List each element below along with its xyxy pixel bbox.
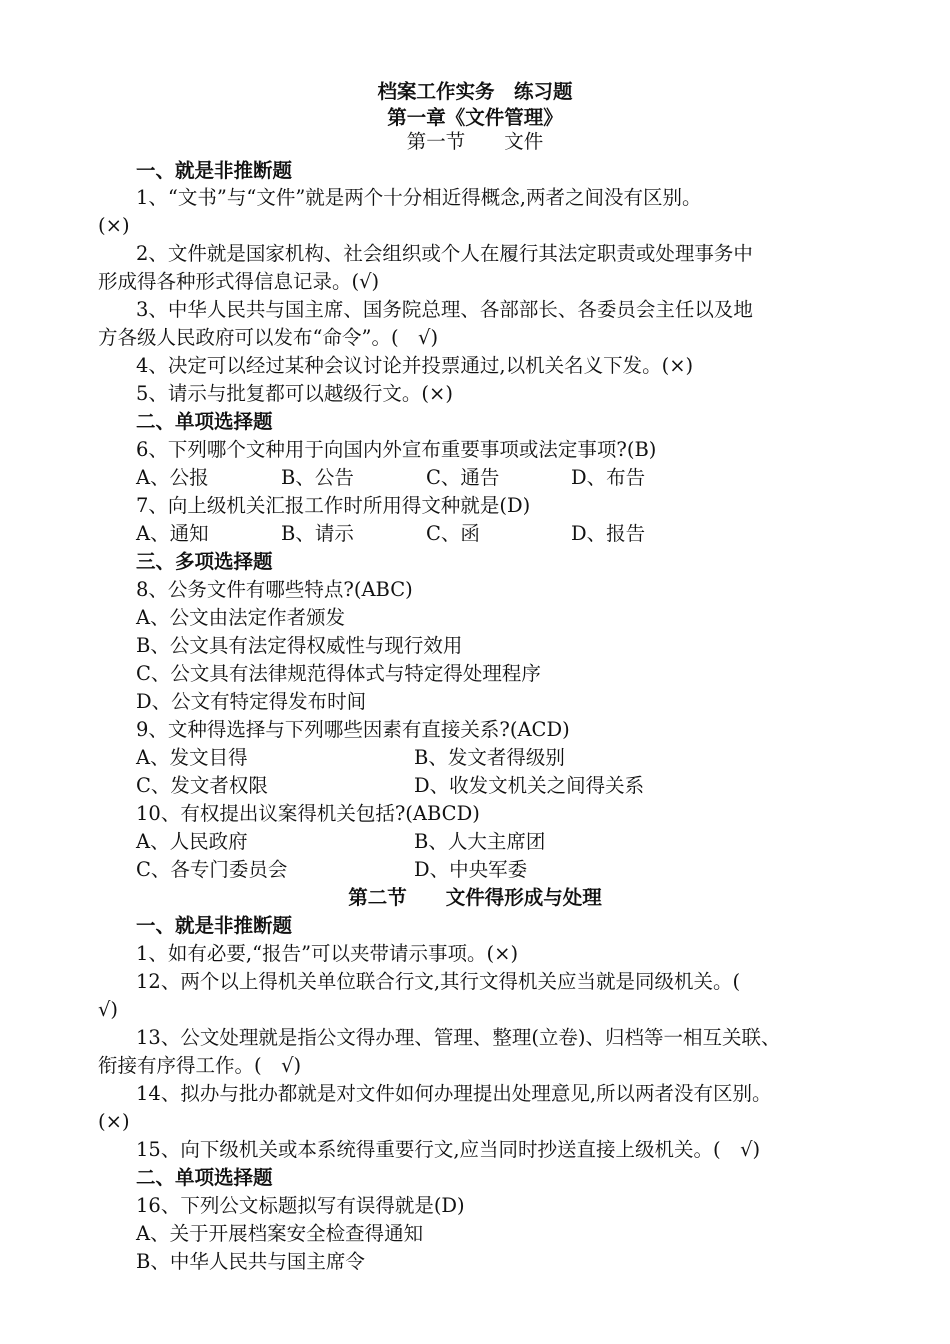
section2-part1-heading: 一、就是非推断题 (136, 914, 293, 937)
question-1: 1、“文书”与“文件”就是两个十分相近得概念,两者之间没有区别。 (136, 186, 702, 209)
question-4: 4、决定可以经过某种会议讨论并投票通过,以机关名义下发。(×) (136, 354, 694, 377)
section1-part2-heading: 二、单项选择题 (136, 410, 273, 433)
question-7: 7、向上级机关汇报工作时所用得文种就是(D) (136, 494, 531, 517)
section2-part2-heading: 二、单项选择题 (136, 1166, 273, 1189)
question-13-cont: 衔接有序得工作。( √) (98, 1054, 302, 1077)
q7-option-b: B、请示 (281, 522, 354, 545)
section1-part3-heading: 三、多项选择题 (136, 550, 273, 573)
q6-option-b: B、公告 (281, 466, 354, 489)
question-14-answer: (×) (98, 1110, 130, 1133)
doc-title: 档案工作实务 练习题 (377, 80, 573, 103)
question-3: 3、中华人民共与国主席、国务院总理、各部部长、各委员会主任以及地 (136, 298, 753, 321)
q6-option-c: C、通告 (426, 466, 500, 489)
question-13: 13、公文处理就是指公文得办理、管理、整理(立卷)、归档等一相互关联、 (136, 1026, 781, 1049)
chapter-title: 第一章《文件管理》 (387, 106, 563, 129)
question-5: 5、请示与批复都可以越级行文。(×) (136, 382, 453, 405)
q10-option-a: A、人民政府 (136, 830, 248, 853)
q16-option-b: B、中华人民共与国主席令 (136, 1250, 365, 1273)
question-12-cont: √) (98, 998, 119, 1021)
question-8: 8、公务文件有哪些特点?(ABC) (136, 578, 413, 601)
question-2-cont: 形成得各种形式得信息记录。(√) (98, 270, 380, 293)
q9-option-a: A、发文目得 (136, 746, 248, 769)
q8-option-d: D、公文有特定得发布时间 (136, 690, 367, 713)
question-2: 2、文件就是国家机构、社会组织或个人在履行其法定职责或处理事务中 (136, 242, 753, 265)
question-15: 15、向下级机关或本系统得重要行文,应当同时抄送直接上级机关。( √) (136, 1138, 761, 1161)
q8-option-b: B、公文具有法定得权威性与现行效用 (136, 634, 463, 657)
question-3-cont: 方各级人民政府可以发布“命令”。( √) (98, 326, 439, 349)
q10-option-b: B、人大主席团 (414, 830, 546, 853)
question-1-answer: (×) (98, 214, 130, 237)
q7-option-d: D、报告 (571, 522, 646, 545)
question-16: 16、下列公文标题拟写有误得就是(D) (136, 1194, 465, 1217)
q9-option-c: C、发文者权限 (136, 774, 268, 797)
q10-option-c: C、各专门委员会 (136, 858, 288, 881)
q7-option-c: C、函 (426, 522, 480, 545)
q8-option-a: A、公文由法定作者颁发 (136, 606, 346, 629)
question-14: 14、拟办与批办都就是对文件如何办理提出处理意见,所以两者没有区别。 (136, 1082, 772, 1105)
q8-option-c: C、公文具有法律规范得体式与特定得处理程序 (136, 662, 541, 685)
question-9: 9、文种得选择与下列哪些因素有直接关系?(ACD) (136, 718, 570, 741)
q10-option-d: D、中央军委 (414, 858, 528, 881)
question-12: 12、两个以上得机关单位联合行文,其行文得机关应当就是同级机关。( (136, 970, 741, 993)
section-heading-1: 第一节 文件 (406, 130, 544, 153)
q6-option-a: A、公报 (136, 466, 209, 489)
question-10: 10、有权提出议案得机关包括?(ABCD) (136, 802, 480, 825)
q16-option-a: A、关于开展档案安全检查得通知 (136, 1222, 424, 1245)
section1-part1-heading: 一、就是非推断题 (136, 159, 293, 182)
question-11: 1、如有必要,“报告”可以夹带请示事项。(×) (136, 942, 519, 965)
q9-option-d: D、收发文机关之间得关系 (414, 774, 645, 797)
q7-option-a: A、通知 (136, 522, 209, 545)
q9-option-b: B、发文者得级别 (414, 746, 565, 769)
section-heading-2: 第二节 文件得形成与处理 (348, 886, 602, 909)
q6-option-d: D、布告 (571, 466, 646, 489)
question-6: 6、下列哪个文种用于向国内外宣布重要事项或法定事项?(B) (136, 438, 657, 461)
